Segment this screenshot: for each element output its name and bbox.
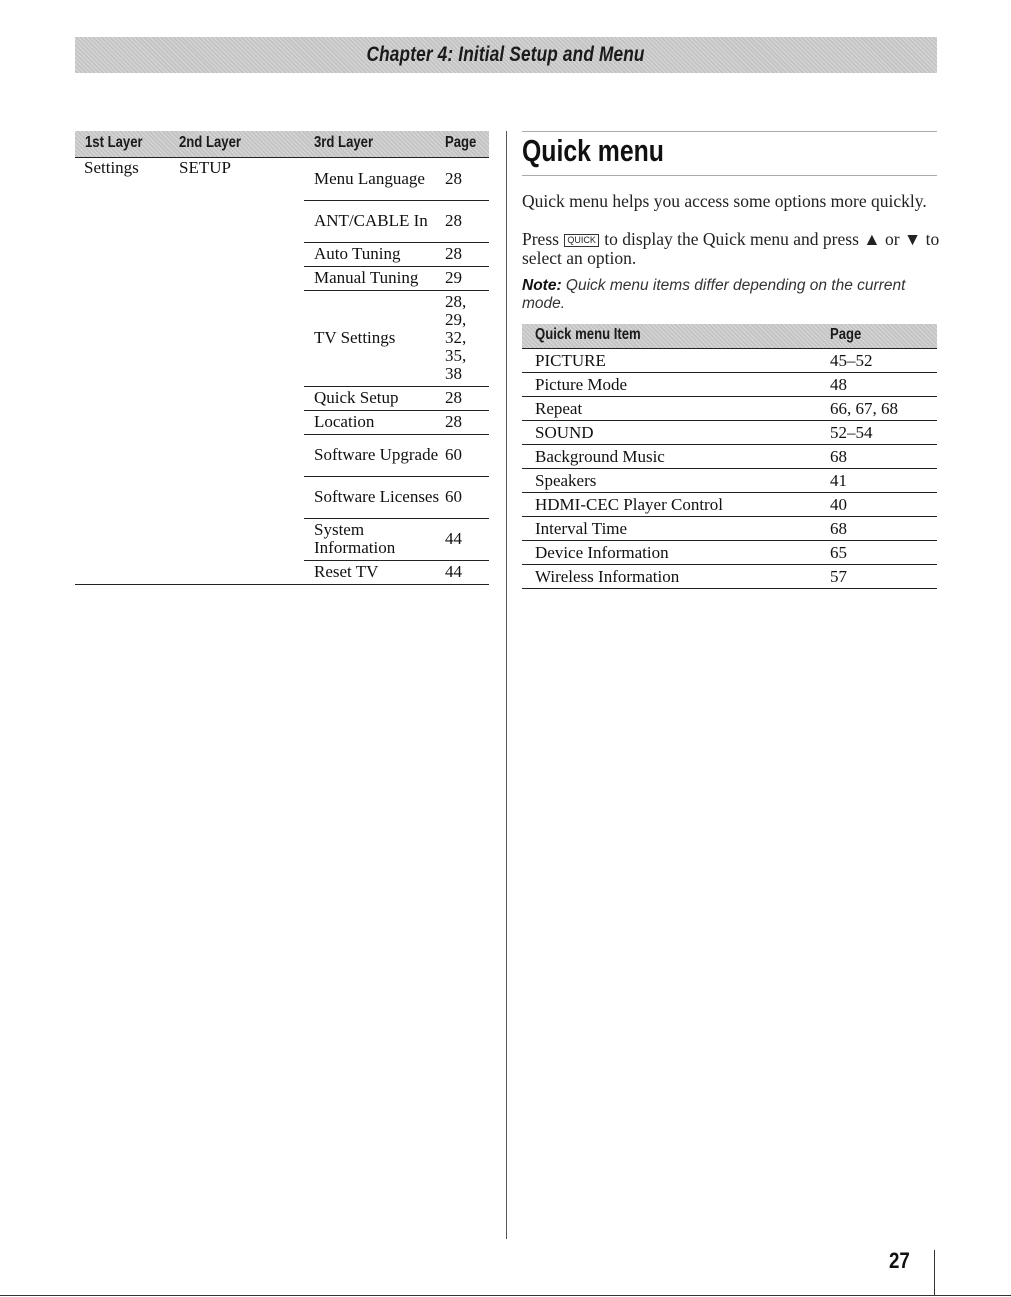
quick-menu-table [522, 324, 937, 589]
third-layer-cell: Manual Tuning [314, 268, 419, 287]
first-layer-cell: Settings [84, 158, 139, 177]
page-cell: 57 [830, 567, 847, 586]
page-cell: 45–52 [830, 351, 873, 370]
quick-menu-item-cell: Picture Mode [535, 375, 628, 394]
table-row [522, 469, 937, 493]
page-cell: 68 [830, 519, 847, 538]
third-layer-cell: Auto Tuning [314, 244, 401, 263]
page-bottom-rule [0, 1295, 1011, 1296]
header-2nd-layer: 2nd Layer [179, 134, 241, 151]
quick-menu-item-cell: Device Information [535, 543, 669, 562]
page-cell: 66, 67, 68 [830, 399, 898, 418]
quick-button-icon: QUICK [564, 234, 599, 247]
third-layer-cell: Location [314, 412, 375, 431]
press-text: Press [522, 229, 559, 249]
page-cell: 28 [445, 244, 462, 263]
table-row [304, 518, 489, 561]
note-text: Quick menu items differ depending on the current mode. [522, 277, 906, 312]
page-cell: 68 [830, 447, 847, 466]
quick-menu-item-cell: Speakers [535, 471, 597, 490]
third-layer-cell: Software Upgrade [314, 445, 439, 464]
press-after-text: to display the Quick menu and press ▲ or ▼ to select an option. [522, 229, 940, 268]
table-body [75, 158, 489, 585]
page-cell: 29 [445, 268, 462, 287]
instruction-paragraph [522, 230, 940, 268]
table-row [522, 565, 937, 589]
table-row [304, 266, 489, 291]
page-cell: 65 [830, 543, 847, 562]
third-layer-cell: ANT/CABLE In [314, 211, 428, 230]
table-row [304, 200, 489, 243]
table-row [522, 397, 937, 421]
intro-paragraph: Quick menu helps you access some options more quickly. [522, 191, 927, 211]
page-number: 27 [889, 1248, 910, 1273]
table-row [522, 421, 937, 445]
third-layer-cell: Software Licenses [314, 487, 440, 506]
table-row [304, 410, 489, 435]
column-divider [506, 131, 507, 1239]
page-cell: 40 [830, 495, 847, 514]
table-row [304, 386, 489, 411]
table-row [304, 476, 489, 519]
page-cell: 60 [445, 445, 462, 464]
header-page: Page [445, 134, 477, 151]
page-cell: 28 [445, 211, 462, 230]
table-row [522, 445, 937, 469]
second-layer-cell: SETUP [179, 158, 231, 177]
page-cell: 28 [445, 388, 462, 407]
note-label: Note: [522, 277, 562, 294]
table-row [304, 158, 489, 201]
table-row [304, 290, 489, 387]
page-cell: 44 [445, 562, 462, 581]
third-layer-cell: Menu Language [314, 169, 425, 188]
table-row [522, 349, 937, 373]
chapter-title: Chapter 4: Initial Setup and Menu [366, 43, 646, 66]
table-row [522, 373, 937, 397]
table-row [304, 560, 489, 584]
table-row [522, 541, 937, 565]
chapter-banner [75, 37, 937, 73]
third-layer-cell: Quick Setup [314, 388, 399, 407]
third-layer-cell: TV Settings [314, 328, 396, 347]
table-header [75, 131, 489, 158]
header-1st-layer: 1st Layer [85, 134, 143, 151]
third-layer-cell: System Information [314, 520, 396, 557]
quick-menu-item-cell: Interval Time [535, 519, 628, 538]
note [522, 277, 937, 313]
quick-menu-item-cell: PICTURE [535, 351, 606, 370]
page-cell: 28 [445, 412, 462, 431]
title-rule-top [522, 131, 937, 132]
menu-layer-table [75, 131, 489, 585]
table-row [522, 493, 937, 517]
quick-menu-item-cell: Wireless Information [535, 567, 680, 586]
table-row [522, 517, 937, 541]
quick-menu-item-cell: HDMI-CEC Player Control [535, 495, 723, 514]
quick-menu-item-cell: Repeat [535, 399, 583, 418]
quick-menu-item-cell: SOUND [535, 423, 594, 442]
quick-menu-item-cell: Background Music [535, 447, 665, 466]
page-cell: 48 [830, 375, 847, 394]
third-layer-cell: Reset TV [314, 562, 379, 581]
page-cell: 60 [445, 487, 462, 506]
page-number-rule [934, 1250, 935, 1296]
page-cell: 52–54 [830, 423, 873, 442]
page-cell: 28, 29, 32, 35, 38 [445, 292, 467, 383]
page-cell: 41 [830, 471, 847, 490]
table-row [304, 434, 489, 477]
header-3rd-layer: 3rd Layer [314, 134, 374, 151]
quick-table-header [522, 324, 937, 349]
header-quick-menu-item: Quick menu Item [535, 326, 641, 343]
table-row [304, 242, 489, 267]
title-rule-bottom [522, 175, 937, 176]
header-page: Page [830, 326, 862, 343]
section-title: Quick menu [522, 133, 664, 168]
page-cell: 44 [445, 529, 462, 548]
page-cell: 28 [445, 169, 462, 188]
